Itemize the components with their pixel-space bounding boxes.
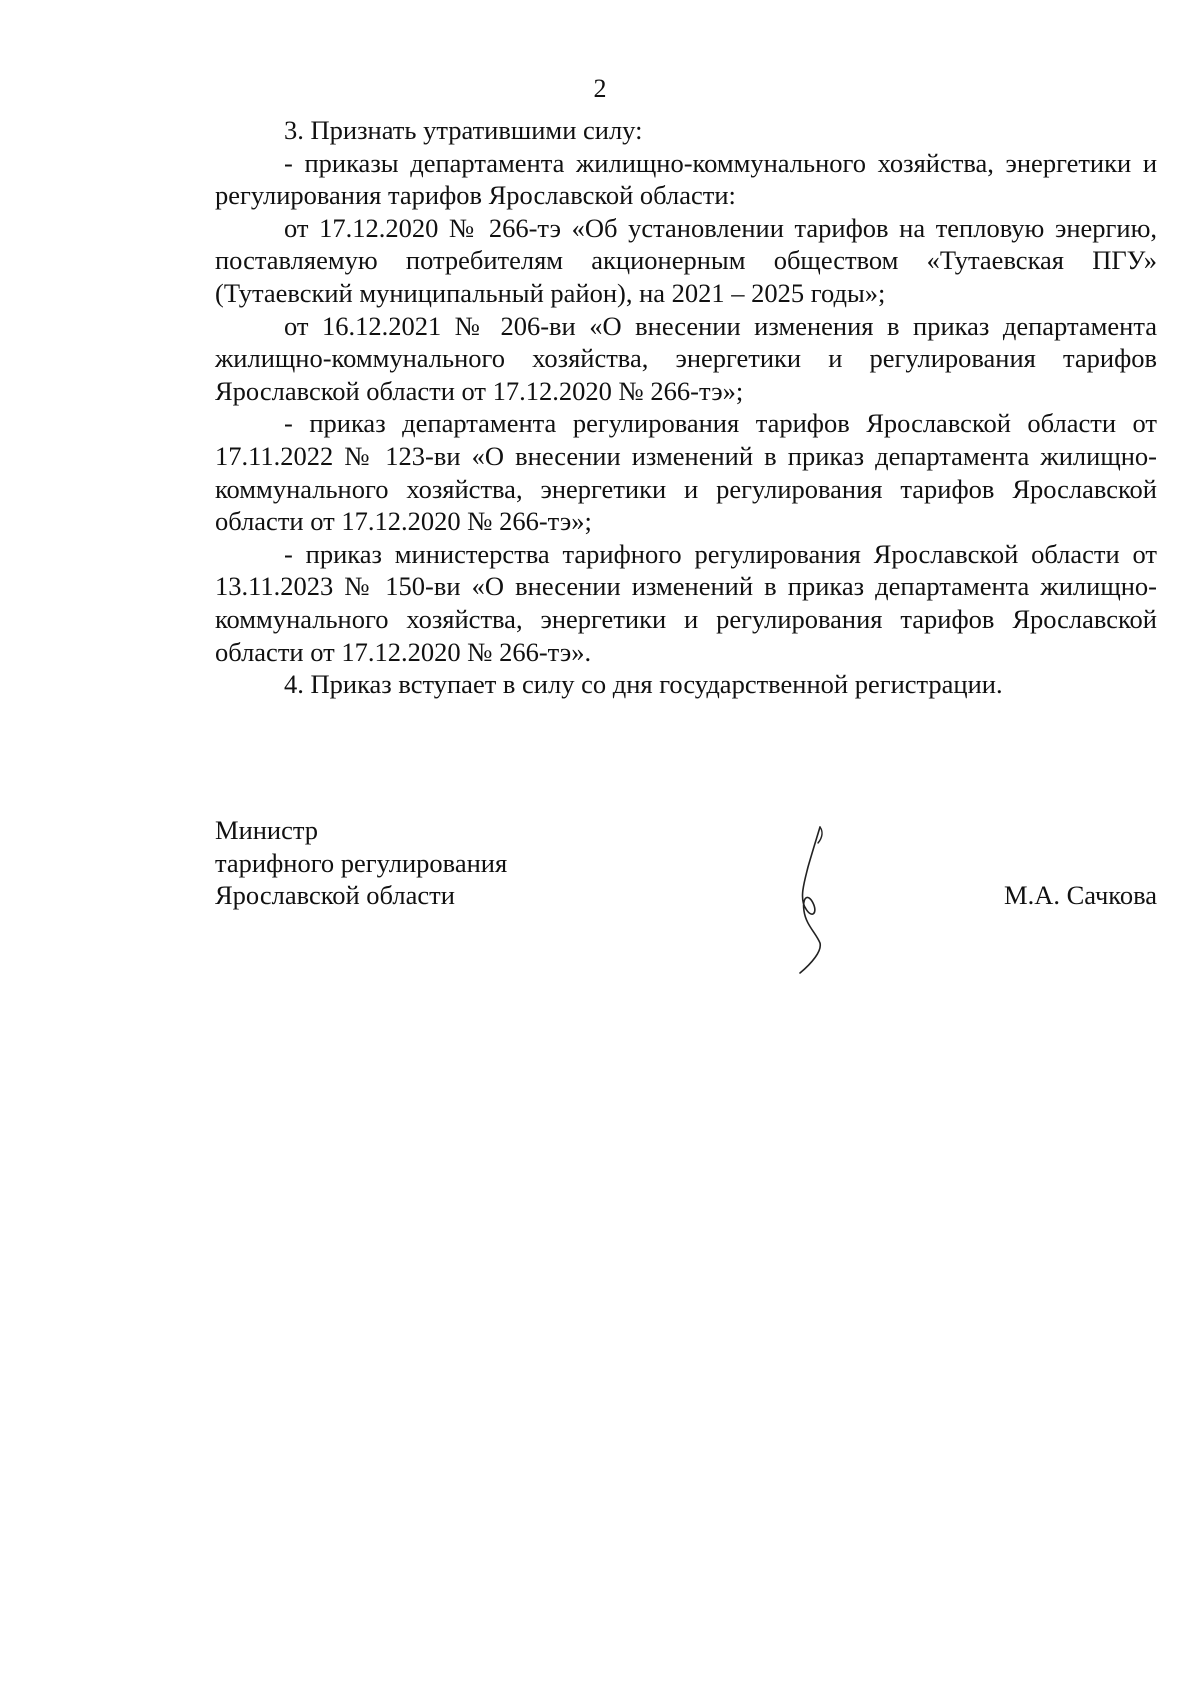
paragraph-order-266-te: от 17.12.2020 № 266-тэ «Об установлении тарифов на тепловую энергию, поставляемую потребителям акционерным обществом «Тутаевская ПГУ» (Тутаевский муниципальный район), на 2021 – 2025 годы»;: [215, 212, 1157, 308]
document-body: [215, 114, 1157, 701]
paragraph-orders-department-housing: - приказы департамента жилищно-коммунального хозяйства, энергетики и регулирования тарифов Ярославской области:: [215, 147, 1157, 211]
paragraph-order-206-vi: от 16.12.2021 № 206-ви «О внесении изменения в приказ департамента жилищно-коммунального хозяйства, энергетики и регулирования тарифов Ярославской области от 17.12.2020 № 266-тэ»;: [215, 310, 1157, 406]
signer-position: [215, 814, 507, 912]
page-number: 2: [593, 74, 607, 103]
signature-block: [215, 814, 1157, 974]
signer-position-line: Ярославской области: [215, 880, 455, 911]
handwritten-signature: [790, 825, 850, 975]
paragraph-item-4-effective: 4. Приказ вступает в силу со дня государственной регистрации.: [284, 669, 1003, 700]
paragraph-order-150-vi: - приказ министерства тарифного регулирования Ярославской области от 13.11.2023 № 150-ви «О внесении изменений в приказ департамента жилищно-коммунального хозяйства, энергетики и регулирования тарифов Ярославской области от 17.12.2020 № 266-тэ».: [215, 538, 1157, 667]
signer-position-line: Министр: [215, 815, 319, 845]
signer-name: М.А. Сачкова: [1004, 880, 1157, 910]
paragraph-order-123-vi: - приказ департамента регулирования тарифов Ярославской области от 17.11.2022 № 123-ви «О внесении изменений в приказ департамента жилищно-коммунального хозяйства, энергетики и регулирования тарифов Ярославской области от 17.12.2020 № 266-тэ»;: [215, 408, 1157, 537]
paragraph-item-3-heading: 3. Признать утратившими силу:: [284, 115, 643, 145]
signer-position-line: тарифного регулирования: [215, 847, 508, 878]
